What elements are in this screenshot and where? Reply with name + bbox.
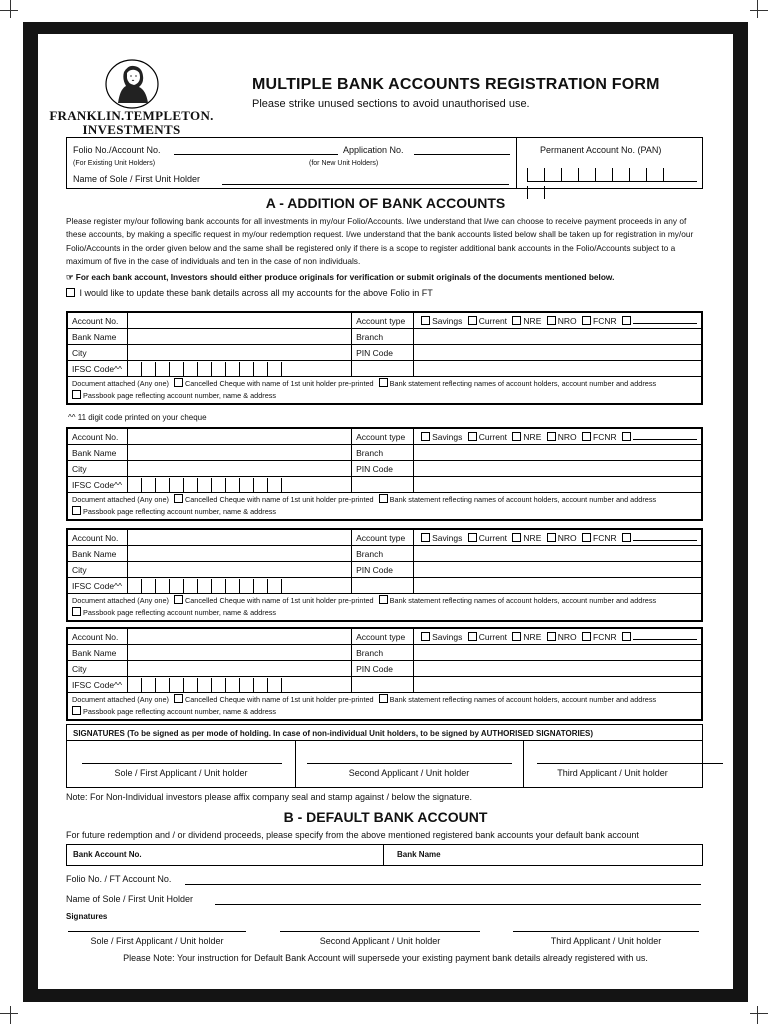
city-label: City — [68, 661, 128, 677]
update-all-checkbox[interactable] — [66, 288, 75, 297]
statement-label: Bank statement reflecting names of account holders, account number and address — [389, 695, 657, 704]
nre-label: NRE — [523, 631, 542, 642]
default-bank-box[interactable] — [66, 844, 703, 866]
update-all-label: I would like to update these bank details across all my accounts for the above Folio in FT — [79, 288, 433, 298]
bank-name-input[interactable] — [127, 645, 351, 661]
current-checkbox[interactable] — [468, 632, 477, 641]
folio-label: Folio No./Account No. — [73, 145, 161, 155]
savings-checkbox[interactable] — [421, 533, 430, 542]
doc-attached-label: Document attached (Any one) — [72, 495, 169, 504]
bank-account-no-label: Bank Account No. — [73, 850, 142, 859]
branch-label: Branch — [352, 546, 414, 562]
nro-checkbox[interactable] — [547, 316, 556, 325]
nre-checkbox[interactable] — [512, 632, 521, 641]
default-second-label: Second Applicant / Unit holder — [319, 936, 441, 946]
bank-name-label: Bank Name — [68, 645, 128, 661]
nre-checkbox[interactable] — [512, 432, 521, 441]
account-no-input[interactable] — [127, 313, 351, 329]
existing-hint: (For Existing Unit Holders) — [73, 160, 156, 167]
statement-checkbox[interactable] — [379, 378, 388, 387]
statement-checkbox[interactable] — [379, 595, 388, 604]
section-b-title: B - DEFAULT BANK ACCOUNT — [283, 809, 488, 825]
application-input[interactable] — [414, 154, 510, 155]
cheque-checkbox[interactable] — [174, 494, 183, 503]
passbook-label: Passbook page reflecting account number, name & address — [83, 608, 277, 617]
section-a-title: A - ADDITION OF BANK ACCOUNTS — [265, 195, 506, 211]
cheque-label: Cancelled Cheque with name of 1st unit holder pre-printed — [184, 596, 374, 605]
nro-checkbox[interactable] — [547, 432, 556, 441]
fcnr-checkbox[interactable] — [582, 316, 591, 325]
fcnr-checkbox[interactable] — [582, 533, 591, 542]
pin-input[interactable] — [414, 661, 702, 677]
current-checkbox[interactable] — [468, 316, 477, 325]
current-label: Current — [478, 431, 508, 442]
account-no-input[interactable] — [127, 629, 351, 645]
bank-account-block — [66, 427, 703, 521]
section-b-paragraph: For future redemption and / or dividend proceeds, please specify from the above mentioned registered bank accounts your default bank account — [66, 830, 639, 840]
form-title: MULTIPLE BANK ACCOUNTS REGISTRATION FORM — [252, 76, 660, 93]
savings-label: Savings — [432, 631, 463, 642]
passbook-checkbox[interactable] — [72, 390, 81, 399]
first-signature-label: Sole / First Applicant / Unit holder — [114, 768, 248, 778]
nro-label: NRO — [557, 315, 577, 326]
name-input[interactable] — [222, 184, 509, 185]
savings-label: Savings — [432, 431, 463, 442]
third-signature-line[interactable] — [537, 763, 723, 764]
name-label: Name of Sole / First Unit Holder — [73, 174, 201, 184]
bank-name-input[interactable] — [127, 329, 351, 345]
nre-label: NRE — [523, 315, 542, 326]
default-third-label: Third Applicant / Unit holder — [550, 936, 662, 946]
nro-label: NRO — [557, 431, 577, 442]
account-no-label: Account No. — [68, 313, 128, 329]
signatures-label: Signatures — [66, 912, 108, 921]
fcnr-checkbox[interactable] — [582, 432, 591, 441]
other-type-checkbox[interactable] — [622, 432, 631, 441]
section-a-note: For each bank account, Investors should either produce originals for verification or submit originals of the documents mentioned below. — [75, 272, 615, 282]
default-folio-input[interactable] — [185, 884, 701, 885]
pointing-hand-icon: ☞ — [66, 272, 74, 282]
savings-checkbox[interactable] — [421, 316, 430, 325]
other-type-checkbox[interactable] — [622, 632, 631, 641]
pin-label: PIN Code — [352, 562, 414, 578]
franklin-templeton-logo — [44, 59, 219, 139]
pin-input[interactable] — [414, 345, 702, 361]
nre-checkbox[interactable] — [512, 316, 521, 325]
nro-checkbox[interactable] — [547, 533, 556, 542]
default-name-label: Name of Sole / First Unit Holder — [66, 894, 194, 904]
signatures-header: SIGNATURES (To be signed as per mode of holding. In case of non-individual Unit holders, to be signed by AUTHORISED SIGNATORIES) — [73, 729, 594, 738]
fcnr-label: FCNR — [593, 631, 617, 642]
ifsc-input-boxes[interactable] — [127, 677, 351, 693]
pan-input-boxes[interactable] — [527, 168, 697, 182]
current-checkbox[interactable] — [468, 533, 477, 542]
statement-label: Bank statement reflecting names of account holders, account number and address — [389, 495, 657, 504]
account-type-label: Account type — [352, 313, 414, 329]
account-no-input[interactable] — [127, 429, 351, 445]
default-third-signature-line[interactable] — [513, 931, 699, 932]
doc-attached-label: Document attached (Any one) — [72, 596, 169, 605]
statement-checkbox[interactable] — [379, 494, 388, 503]
default-folio-label: Folio No. / FT Account No. — [66, 874, 172, 884]
default-name-input[interactable] — [215, 904, 701, 905]
bank-account-block — [66, 528, 703, 622]
savings-checkbox[interactable] — [421, 632, 430, 641]
account-type-label: Account type — [352, 429, 414, 445]
branch-label: Branch — [352, 445, 414, 461]
city-input[interactable] — [127, 661, 351, 677]
city-input[interactable] — [127, 562, 351, 578]
branch-input[interactable] — [414, 445, 702, 461]
bank-name-label: Bank Name — [68, 546, 128, 562]
account-type-label: Account type — [352, 530, 414, 546]
nre-label: NRE — [523, 532, 542, 543]
account-no-input[interactable] — [127, 530, 351, 546]
nro-label: NRO — [557, 532, 577, 543]
form-frame — [23, 22, 748, 1002]
application-label: Application No. — [343, 145, 404, 155]
folio-details-box — [66, 137, 703, 189]
logo-line-1: FRANKLIN.TEMPLETON. — [49, 108, 214, 123]
passbook-label: Passbook page reflecting account number, name & address — [83, 507, 277, 516]
current-label: Current — [478, 631, 508, 642]
section-a-paragraph: Please register my/our following bank accounts for all investments in my/our Folio/Accounts. I/we understand that I/we can choose to receive payment proceeds in any of these accounts, by making a specific request in my/our redemption request. I/we understand that the bank accounts listed below shall be taken up for registration in my/our Folio/Accounts in the order given below and the same shall be registered only if there is a scope to register additional bank accounts in the Folio/Accounts subject to a maximum of five in the case of individuals and ten in the case of non individuals. — [66, 216, 694, 267]
nro-label: NRO — [557, 631, 577, 642]
ifsc-input-boxes[interactable] — [127, 477, 351, 493]
pan-label: Permanent Account No. (PAN) — [540, 145, 662, 155]
ifsc-input-boxes[interactable] — [127, 361, 351, 377]
passbook-checkbox[interactable] — [72, 706, 81, 715]
city-label: City — [68, 562, 128, 578]
savings-label: Savings — [432, 532, 463, 543]
cheque-checkbox[interactable] — [174, 595, 183, 604]
ifsc-label: IFSC Code^^ — [68, 361, 128, 377]
account-type-label: Account type — [352, 629, 414, 645]
footer-note: Please Note: Your instruction for Default Bank Account will supersede your existing payment bank details already registered with us. — [123, 953, 648, 963]
other-type-input[interactable] — [633, 323, 697, 324]
city-input[interactable] — [127, 461, 351, 477]
statement-checkbox[interactable] — [379, 694, 388, 703]
bank-name-input[interactable] — [127, 445, 351, 461]
savings-label: Savings — [432, 315, 463, 326]
cheque-checkbox[interactable] — [174, 694, 183, 703]
ifsc-note: ^^ 11 digit code printed on your cheque — [68, 413, 207, 422]
nre-label: NRE — [523, 431, 542, 442]
nre-checkbox[interactable] — [512, 533, 521, 542]
cheque-label: Cancelled Cheque with name of 1st unit holder pre-printed — [184, 379, 374, 388]
account-no-label: Account No. — [68, 429, 128, 445]
statement-label: Bank statement reflecting names of account holders, account number and address — [389, 596, 657, 605]
doc-attached-label: Document attached (Any one) — [72, 379, 169, 388]
other-type-checkbox[interactable] — [622, 533, 631, 542]
city-label: City — [68, 345, 128, 361]
default-second-signature-line[interactable] — [280, 931, 480, 932]
current-label: Current — [478, 315, 508, 326]
other-type-input[interactable] — [633, 639, 697, 640]
fcnr-checkbox[interactable] — [582, 632, 591, 641]
doc-attached-label: Document attached (Any one) — [72, 695, 169, 704]
passbook-checkbox[interactable] — [72, 607, 81, 616]
pin-input[interactable] — [414, 461, 702, 477]
cheque-label: Cancelled Cheque with name of 1st unit holder pre-printed — [184, 695, 374, 704]
fcnr-label: FCNR — [593, 315, 617, 326]
passbook-label: Passbook page reflecting account number, name & address — [83, 391, 277, 400]
passbook-checkbox[interactable] — [72, 506, 81, 515]
second-signature-label: Second Applicant / Unit holder — [348, 768, 470, 778]
new-hint: (for New Unit Holders) — [309, 160, 379, 167]
passbook-label: Passbook page reflecting account number, name & address — [83, 707, 277, 716]
bank-account-block — [66, 311, 703, 405]
branch-input[interactable] — [414, 645, 702, 661]
bank-name-label: Bank Name — [68, 329, 128, 345]
other-type-checkbox[interactable] — [622, 316, 631, 325]
form-subtitle: Please strike unused sections to avoid unauthorised use. — [252, 98, 530, 110]
ifsc-label: IFSC Code^^ — [68, 477, 128, 493]
first-signature-line[interactable] — [82, 763, 282, 764]
bank-name-input[interactable] — [127, 546, 351, 562]
statement-label: Bank statement reflecting names of account holders, account number and address — [389, 379, 657, 388]
account-no-label: Account No. — [68, 530, 128, 546]
ifsc-label: IFSC Code^^ — [68, 677, 128, 693]
ifsc-label: IFSC Code^^ — [68, 578, 128, 594]
bank-name-label: Bank Name — [68, 445, 128, 461]
folio-input[interactable] — [174, 154, 338, 155]
current-checkbox[interactable] — [468, 432, 477, 441]
pin-label: PIN Code — [352, 461, 414, 477]
default-first-label: Sole / First Applicant / Unit holder — [90, 936, 224, 946]
cheque-label: Cancelled Cheque with name of 1st unit holder pre-printed — [184, 495, 374, 504]
branch-input[interactable] — [414, 329, 702, 345]
current-label: Current — [478, 532, 508, 543]
branch-label: Branch — [352, 329, 414, 345]
default-first-signature-line[interactable] — [68, 931, 246, 932]
logo-line-2: INVESTMENTS — [82, 122, 181, 137]
account-no-label: Account No. — [68, 629, 128, 645]
pin-label: PIN Code — [352, 661, 414, 677]
third-signature-label: Third Applicant / Unit holder — [557, 768, 668, 778]
branch-label: Branch — [352, 645, 414, 661]
franklin-portrait-icon — [104, 59, 160, 109]
non-individual-note: Note: For Non-Individual investors please affix company seal and stamp against / below the signature. — [66, 792, 473, 802]
fcnr-label: FCNR — [593, 431, 617, 442]
fcnr-label: FCNR — [593, 532, 617, 543]
ifsc-input-boxes[interactable] — [127, 578, 351, 594]
city-input[interactable] — [127, 345, 351, 361]
other-type-input[interactable] — [633, 540, 697, 541]
cheque-checkbox[interactable] — [174, 378, 183, 387]
city-label: City — [68, 461, 128, 477]
pin-label: PIN Code — [352, 345, 414, 361]
other-type-input[interactable] — [633, 439, 697, 440]
nro-checkbox[interactable] — [547, 632, 556, 641]
savings-checkbox[interactable] — [421, 432, 430, 441]
form-page — [38, 34, 733, 989]
pin-input[interactable] — [414, 562, 702, 578]
second-signature-line[interactable] — [307, 763, 512, 764]
signatures-box — [66, 724, 703, 788]
branch-input[interactable] — [414, 546, 702, 562]
bank-account-block — [66, 627, 703, 721]
bank-name-label: Bank Name — [397, 850, 441, 859]
